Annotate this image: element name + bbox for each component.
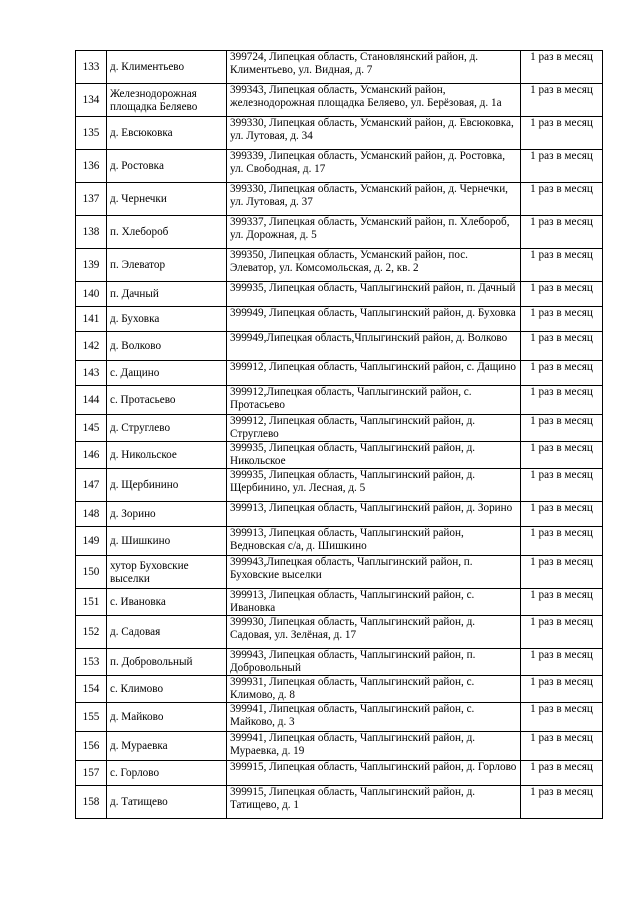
visit-frequency: 1 раз в месяц xyxy=(521,415,603,442)
table-row xyxy=(76,282,603,307)
postal-address: 399931, Липецкая область, Чаплыгинский район, с. Климово, д. 8 xyxy=(227,676,521,703)
visit-frequency: 1 раз в месяц xyxy=(521,249,603,282)
visit-frequency: 1 раз в месяц xyxy=(521,361,603,386)
row-number: 133 xyxy=(76,51,107,84)
postal-address: 399935, Липецкая область, Чаплыгинский район, п. Дачный xyxy=(227,282,521,307)
table-row xyxy=(76,676,603,703)
table-row xyxy=(76,84,603,117)
settlement-name: д. Никольское xyxy=(107,442,227,469)
table-row xyxy=(76,307,603,332)
visit-frequency: 1 раз в месяц xyxy=(521,556,603,589)
postal-address: 399949, Липецкая область, Чаплыгинский район, д. Буховка xyxy=(227,307,521,332)
settlement-name: д. Волково xyxy=(107,332,227,361)
visit-frequency: 1 раз в месяц xyxy=(521,589,603,616)
settlement-name: д. Майково xyxy=(107,703,227,732)
settlement-name: д. Татищево xyxy=(107,786,227,819)
settlement-name: д. Климентьево xyxy=(107,51,227,84)
visit-frequency: 1 раз в месяц xyxy=(521,732,603,761)
settlement-name: п. Дачный xyxy=(107,282,227,307)
postal-address: 399930, Липецкая область, Чаплыгинский район, д. Садовая, ул. Зелёная, д. 17 xyxy=(227,616,521,649)
visit-frequency: 1 раз в месяц xyxy=(521,649,603,676)
table-row xyxy=(76,361,603,386)
row-number: 140 xyxy=(76,282,107,307)
table-row xyxy=(76,732,603,761)
table-row xyxy=(76,502,603,527)
row-number: 142 xyxy=(76,332,107,361)
table-row xyxy=(76,415,603,442)
postal-address: 399912, Липецкая область, Чаплыгинский район, с. Дащино xyxy=(227,361,521,386)
settlement-name: д. Щербинино xyxy=(107,469,227,502)
table-row xyxy=(76,703,603,732)
row-number: 141 xyxy=(76,307,107,332)
postal-address: 399350, Липецкая область, Усманский район, пос. Элеватор, ул. Комсомольская, д. 2, кв. 2 xyxy=(227,249,521,282)
table-row xyxy=(76,616,603,649)
table-row xyxy=(76,51,603,84)
settlements-table xyxy=(75,50,603,819)
postal-address: 399943,Липецкая область, Чаплыгинский район, п. Буховские выселки xyxy=(227,556,521,589)
visit-frequency: 1 раз в месяц xyxy=(521,216,603,249)
postal-address: 399343, Липецкая область, Усманский район, железнодорожная площадка Беляево, ул. Берёзовая, д. 1а xyxy=(227,84,521,117)
row-number: 139 xyxy=(76,249,107,282)
visit-frequency: 1 раз в месяц xyxy=(521,84,603,117)
table-row xyxy=(76,216,603,249)
settlement-name: с. Дащино xyxy=(107,361,227,386)
postal-address: 399912,Липецкая область, Чаплыгинский район, с. Протасьево xyxy=(227,386,521,415)
row-number: 153 xyxy=(76,649,107,676)
visit-frequency: 1 раз в месяц xyxy=(521,527,603,556)
settlement-name: п. Хлебороб xyxy=(107,216,227,249)
row-number: 158 xyxy=(76,786,107,819)
row-number: 144 xyxy=(76,386,107,415)
settlement-name: с. Протасьево xyxy=(107,386,227,415)
postal-address: 399915, Липецкая область, Чаплыгинский район, д. Татищево, д. 1 xyxy=(227,786,521,819)
postal-address: 399915, Липецкая область, Чаплыгинский район, д. Горлово xyxy=(227,761,521,786)
postal-address: 399913, Липецкая область, Чаплыгинский район, Ведновская с/а, д. Шишкино xyxy=(227,527,521,556)
table-row xyxy=(76,386,603,415)
table-row xyxy=(76,469,603,502)
row-number: 136 xyxy=(76,150,107,183)
settlement-name: с. Ивановка xyxy=(107,589,227,616)
table-row xyxy=(76,786,603,819)
row-number: 149 xyxy=(76,527,107,556)
visit-frequency: 1 раз в месяц xyxy=(521,183,603,216)
table-row xyxy=(76,761,603,786)
table-row xyxy=(76,556,603,589)
table-row xyxy=(76,117,603,150)
visit-frequency: 1 раз в месяц xyxy=(521,51,603,84)
postal-address: 399912, Липецкая область, Чаплыгинский район, д. Струглево xyxy=(227,415,521,442)
row-number: 148 xyxy=(76,502,107,527)
row-number: 146 xyxy=(76,442,107,469)
row-number: 154 xyxy=(76,676,107,703)
row-number: 138 xyxy=(76,216,107,249)
settlement-name: д. Буховка xyxy=(107,307,227,332)
row-number: 152 xyxy=(76,616,107,649)
postal-address: 399943, Липецкая область, Чаплыгинский район, п. Добровольный xyxy=(227,649,521,676)
settlement-name: с. Горлово xyxy=(107,761,227,786)
table-row xyxy=(76,649,603,676)
row-number: 147 xyxy=(76,469,107,502)
settlement-name: д. Шишкино xyxy=(107,527,227,556)
table-row xyxy=(76,589,603,616)
table-row xyxy=(76,183,603,216)
row-number: 157 xyxy=(76,761,107,786)
visit-frequency: 1 раз в месяц xyxy=(521,616,603,649)
visit-frequency: 1 раз в месяц xyxy=(521,469,603,502)
postal-address: 399724, Липецкая область, Становлянский район, д. Климентьево, ул. Видная, д. 7 xyxy=(227,51,521,84)
visit-frequency: 1 раз в месяц xyxy=(521,761,603,786)
postal-address: 399330, Липецкая область, Усманский район, д. Чернечки, ул. Лутовая, д. 37 xyxy=(227,183,521,216)
table-row xyxy=(76,527,603,556)
visit-frequency: 1 раз в месяц xyxy=(521,282,603,307)
settlement-name: д. Евсюковка xyxy=(107,117,227,150)
postal-address: 399330, Липецкая область, Усманский район, д. Евсюковка, ул. Лутовая, д. 34 xyxy=(227,117,521,150)
settlement-name: д. Садовая xyxy=(107,616,227,649)
settlement-name: д. Струглево xyxy=(107,415,227,442)
table-row xyxy=(76,442,603,469)
row-number: 156 xyxy=(76,732,107,761)
settlement-name: хутор Буховские выселки xyxy=(107,556,227,589)
visit-frequency: 1 раз в месяц xyxy=(521,502,603,527)
row-number: 145 xyxy=(76,415,107,442)
row-number: 134 xyxy=(76,84,107,117)
table-row xyxy=(76,150,603,183)
visit-frequency: 1 раз в месяц xyxy=(521,307,603,332)
visit-frequency: 1 раз в месяц xyxy=(521,332,603,361)
postal-address: 399337, Липецкая область, Усманский район, п. Хлебороб, ул. Дорожная, д. 5 xyxy=(227,216,521,249)
settlement-name: с. Климово xyxy=(107,676,227,703)
visit-frequency: 1 раз в месяц xyxy=(521,786,603,819)
visit-frequency: 1 раз в месяц xyxy=(521,703,603,732)
settlement-name: д. Мураевка xyxy=(107,732,227,761)
table-body xyxy=(76,51,603,819)
postal-address: 399339, Липецкая область, Усманский район, д. Ростовка, ул. Свободная, д. 17 xyxy=(227,150,521,183)
postal-address: 399941, Липецкая область, Чаплыгинский район, д. Мураевка, д. 19 xyxy=(227,732,521,761)
row-number: 143 xyxy=(76,361,107,386)
settlement-name: д. Зорино xyxy=(107,502,227,527)
settlement-name: п. Элеватор xyxy=(107,249,227,282)
settlement-name: д. Ростовка xyxy=(107,150,227,183)
visit-frequency: 1 раз в месяц xyxy=(521,442,603,469)
visit-frequency: 1 раз в месяц xyxy=(521,117,603,150)
postal-address: 399913, Липецкая область, Чаплыгинский район, д. Зорино xyxy=(227,502,521,527)
row-number: 155 xyxy=(76,703,107,732)
postal-address: 399935, Липецкая область, Чаплыгинский район, д. Никольское xyxy=(227,442,521,469)
settlement-name: п. Добровольный xyxy=(107,649,227,676)
postal-address: 399949,Липецкая область,Чплыгинский район, д. Волково xyxy=(227,332,521,361)
row-number: 137 xyxy=(76,183,107,216)
visit-frequency: 1 раз в месяц xyxy=(521,676,603,703)
postal-address: 399935, Липецкая область, Чаплыгинский район, д. Щербинино, ул. Лесная, д. 5 xyxy=(227,469,521,502)
postal-address: 399941, Липецкая область, Чаплыгинский район, с. Майково, д. 3 xyxy=(227,703,521,732)
row-number: 135 xyxy=(76,117,107,150)
row-number: 150 xyxy=(76,556,107,589)
row-number: 151 xyxy=(76,589,107,616)
table-row xyxy=(76,249,603,282)
visit-frequency: 1 раз в месяц xyxy=(521,386,603,415)
visit-frequency: 1 раз в месяц xyxy=(521,150,603,183)
postal-address: 399913, Липецкая область, Чаплыгинский район, с. Ивановка xyxy=(227,589,521,616)
settlement-name: д. Чернечки xyxy=(107,183,227,216)
settlement-name: Железнодорожная площадка Беляево xyxy=(107,84,227,117)
table-row xyxy=(76,332,603,361)
